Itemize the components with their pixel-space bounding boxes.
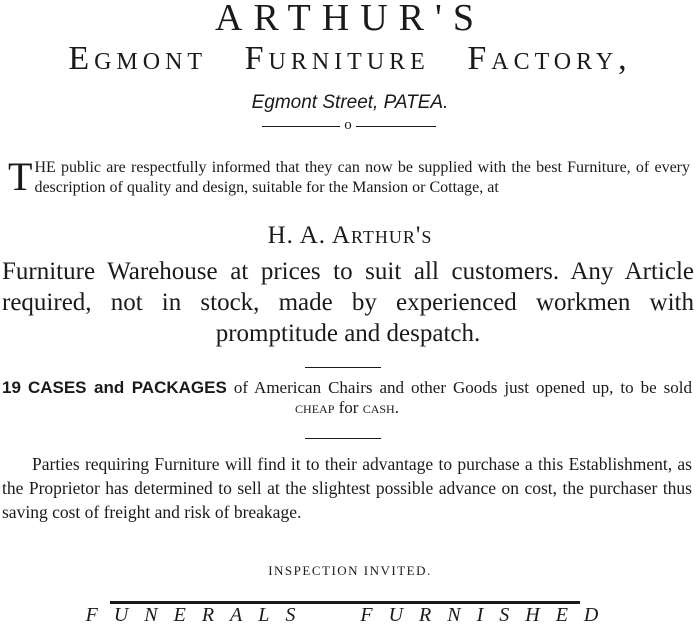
section-divider-1 [305,367,381,368]
funerals-furnished: FUNERALS FURNISHED [85,604,615,626]
parties-text: Parties requiring Furniture will find it to their advantage to purchase a this Establishment, as the Proprietor has determined to sell at the slightest possible advance on cost, the purchaser thus saving cost of freight and risk of breakage. [2,454,692,522]
cases-for: for [338,398,359,417]
warehouse-paragraph [2,256,694,349]
warehouse-text: Furniture Warehouse at prices to suit all customers. Any Article required, not in stock, made by experienced workmen with promptitude and despatch. [2,258,694,347]
proprietor-name: H. A. Arthur's [267,222,433,249]
parties-paragraph [2,452,692,524]
cases-cash: cash. [362,398,399,417]
intro-paragraph [8,154,690,199]
title-egmont-furniture-factory: Egmont Furniture Factory, [68,40,632,77]
cases-bold-text: CASES and PACKAGES [27,378,227,397]
ornament-glyph: o [340,116,356,134]
section-divider-2 [305,438,381,439]
cases-number: 19 [2,378,21,397]
cases-cheap: cheap [295,398,335,417]
address-line: Egmont Street, PATEA. [251,92,449,113]
intro-text: HE public are respectfully informed that they can now be supplied with the best Furniture, of every description of quality and design, suitable for the Mansion or Cottage, at [34,159,690,196]
inspection-invited: INSPECTION INVITED. [268,563,432,578]
cases-paragraph [2,378,692,418]
cases-text: of American Chairs and other Goods just opened up, to be sold [233,378,692,397]
title-arthurs: ARTHUR'S [215,0,485,39]
drop-cap: T [8,154,33,199]
